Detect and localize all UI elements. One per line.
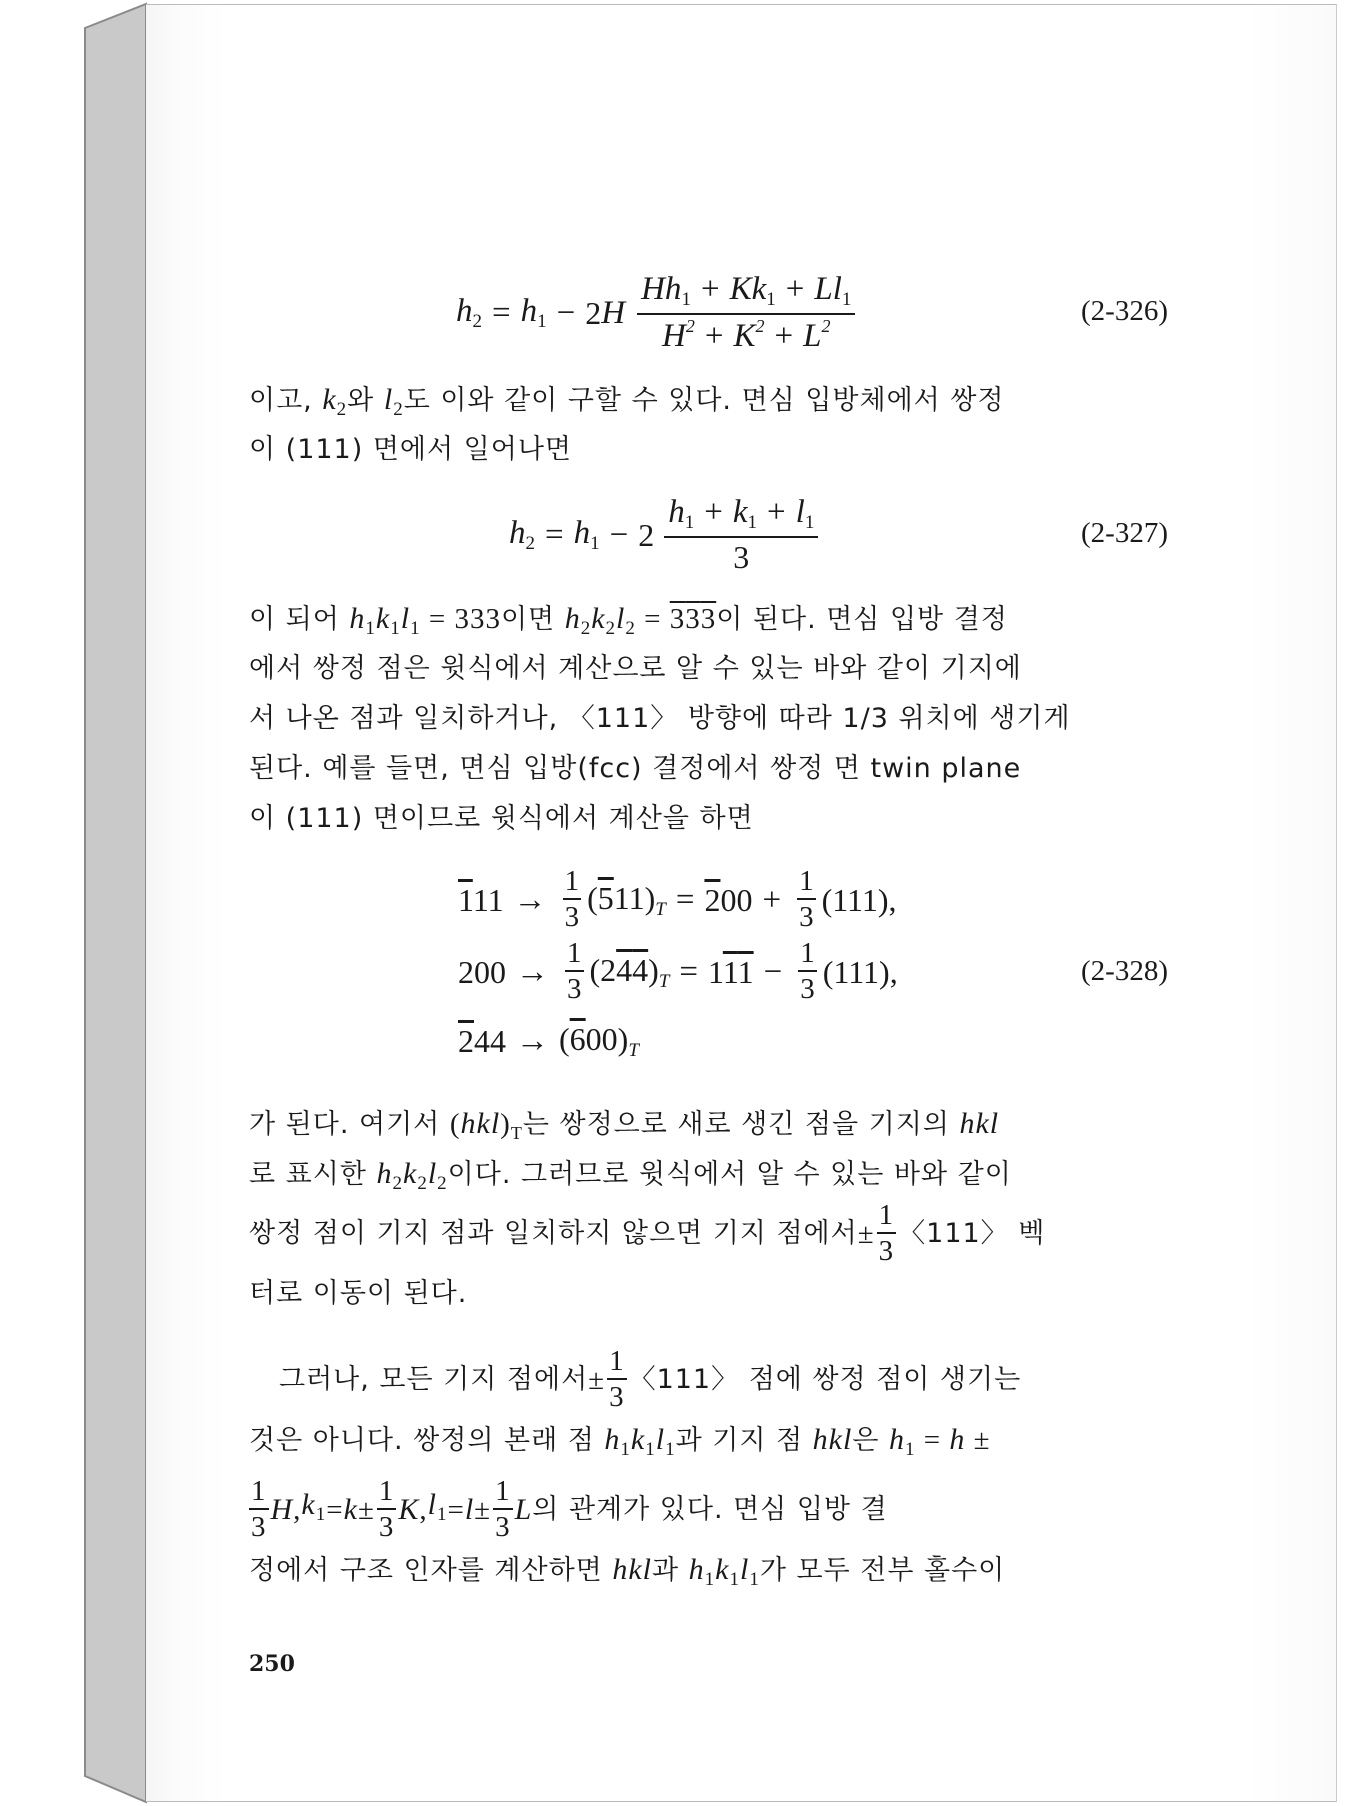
text-span: 은 <box>852 1425 889 1456</box>
text-line: 터로 이동이 된다. <box>249 1278 468 1309</box>
text-span: 이 되어 <box>249 604 350 635</box>
paragraph-1: 이고, $k_2$와 $l_2$도 이와 같이 구할 수 있다. 면심 입방체에서 쌍정 이 (111) 면에서 일어나면 <box>249 375 1125 475</box>
equation-2-326: $h_2$ = $h_1$ − 2 H $\frac{Hh_1 + Kk_1 + Ll_1}{H^2 + K^2 + L^2}$ (2-326) <box>456 271 1168 355</box>
text-span: 과 기지 점 <box>675 1425 813 1456</box>
text-line: 이 (111) 면에서 일어나면 <box>249 434 573 465</box>
text-span: 그러나, 모든 기지 점에서 <box>279 1364 589 1395</box>
text-line: 이 (111) 면이므로 윗식에서 계산을 하면 <box>249 803 754 834</box>
text-span: 이 된다. 면심 입방 결정 <box>716 604 1008 635</box>
page-number: 250 <box>249 1651 295 1677</box>
text-span: 정에서 구조 인자를 계산하면 <box>249 1555 613 1586</box>
text-span: 로 표시한 <box>249 1159 377 1190</box>
book-edge <box>0 0 150 1806</box>
equation-number: (2-326) <box>1081 295 1168 327</box>
equation-2-327: $h_2$ = $h_1$ − 2 $\frac{h_1 + k_1 + l_1}{3}$ (2-327) <box>509 494 1168 576</box>
text-line: 서 나온 점과 일치하거나, 〈111〉 방향에 따라 1/3 위치에 생기게 <box>249 703 1071 734</box>
text-span: 〈111〉 벡 <box>898 1218 1046 1249</box>
text-span: 이고, <box>249 385 323 416</box>
text-span: 〈111〉 점에 쌍정 점이 생기는 <box>628 1364 1022 1395</box>
text-span: 가 모두 전부 홀수이 <box>759 1555 1006 1586</box>
text-span: 도 이와 같이 구할 수 있다. 면심 입방체에서 쌍정 <box>403 385 1005 416</box>
text-line: 된다. 예를 들면, 면심 입방(fcc) 결정에서 쌍정 면 twin plane <box>249 753 1022 784</box>
text-span: 는 쌍정으로 새로 생긴 점을 기지의 <box>522 1109 960 1140</box>
text-span: 의 관계가 있다. 면심 입방 결 <box>532 1494 888 1525</box>
text-span: 와 <box>347 385 384 416</box>
text-span: 이다. 그러므로 윗식에서 알 수 있는 바와 같이 <box>447 1159 1012 1190</box>
text-span: 이면 <box>500 604 565 635</box>
text-line: 에서 쌍정 점은 윗식에서 계산으로 알 수 있는 바와 같이 기지에 <box>249 653 1022 684</box>
paragraph-3: 가 된다. 여기서 $(hkl)_T$는 쌍정으로 새로 생긴 점을 기지의 hkl 로 표시한 $h_2k_2l_2$이다. 그러므로 윗식에서 알 수 있는 바와 같이 쌍정 점이 기지 점과 일치하지 않으면 기지 점에서 ± $\frac{1}{3}$ 〈111〉 벡 터로 이동이 된다. <box>249 1099 1125 1319</box>
text-span: 가 된다. 여기서 <box>249 1109 450 1140</box>
paragraph-4: 그러나, 모든 기지 점에서 ± $\frac{1}{3}$ 〈111〉 점에 쌍정 점이 생기는 것은 아니다. 쌍정의 본래 점 $h_1k_1l_1$과 기지 점 hkl은 $h_1 = h$ ± $\frac{1}{3}$ H , $k_1$ = k ± $\frac{1}{3}$ K , $l_1$ = l ± $\frac{1}{3}$ L 의 관계가 있다. 면심 입방 결 정에서 구조 인자를 계산하면 hkl과 $h_1k_1l_1$가 모두 전부 홀수이 <box>249 1345 1022 1590</box>
text-span: 쌍정 점이 기지 점과 일치하지 않으면 기지 점에서 <box>249 1218 858 1249</box>
equation-number: (2-328) <box>1081 955 1168 987</box>
book-page <box>146 4 1337 1802</box>
text-span: 것은 아니다. 쌍정의 본래 점 <box>249 1425 605 1456</box>
text-span: 과 <box>651 1555 689 1586</box>
equation-number: (2-327) <box>1081 517 1168 549</box>
equation-2-328: 111 → $\frac{1}{3}$ $(511)_T$ = 200 + $\frac{1}{3}$ (111), 200 → $\frac{1}{3}$ $(244)_T$ = 111 − $\frac{1}{3}$ (111), 244 → $(600)_T$ (2-328) <box>458 865 1168 1061</box>
paragraph-2: 이 되어 $h_1k_1l_1 = 333$이면 $h_2k_2l_2 = 333$이 된다. 면심 입방 결정 에서 쌍정 점은 윗식에서 계산으로 알 수 있는 바와 같이 기지에 서 나온 점과 일치하거나, 〈111〉 방향에 따라 1/3 위치에 생기게 된다. 예를 들면, 면심 입방(fcc) 결정에서 쌍정 면 twin plane 이 (111) 면이므로 윗식에서 계산을 하면 <box>249 594 1125 844</box>
